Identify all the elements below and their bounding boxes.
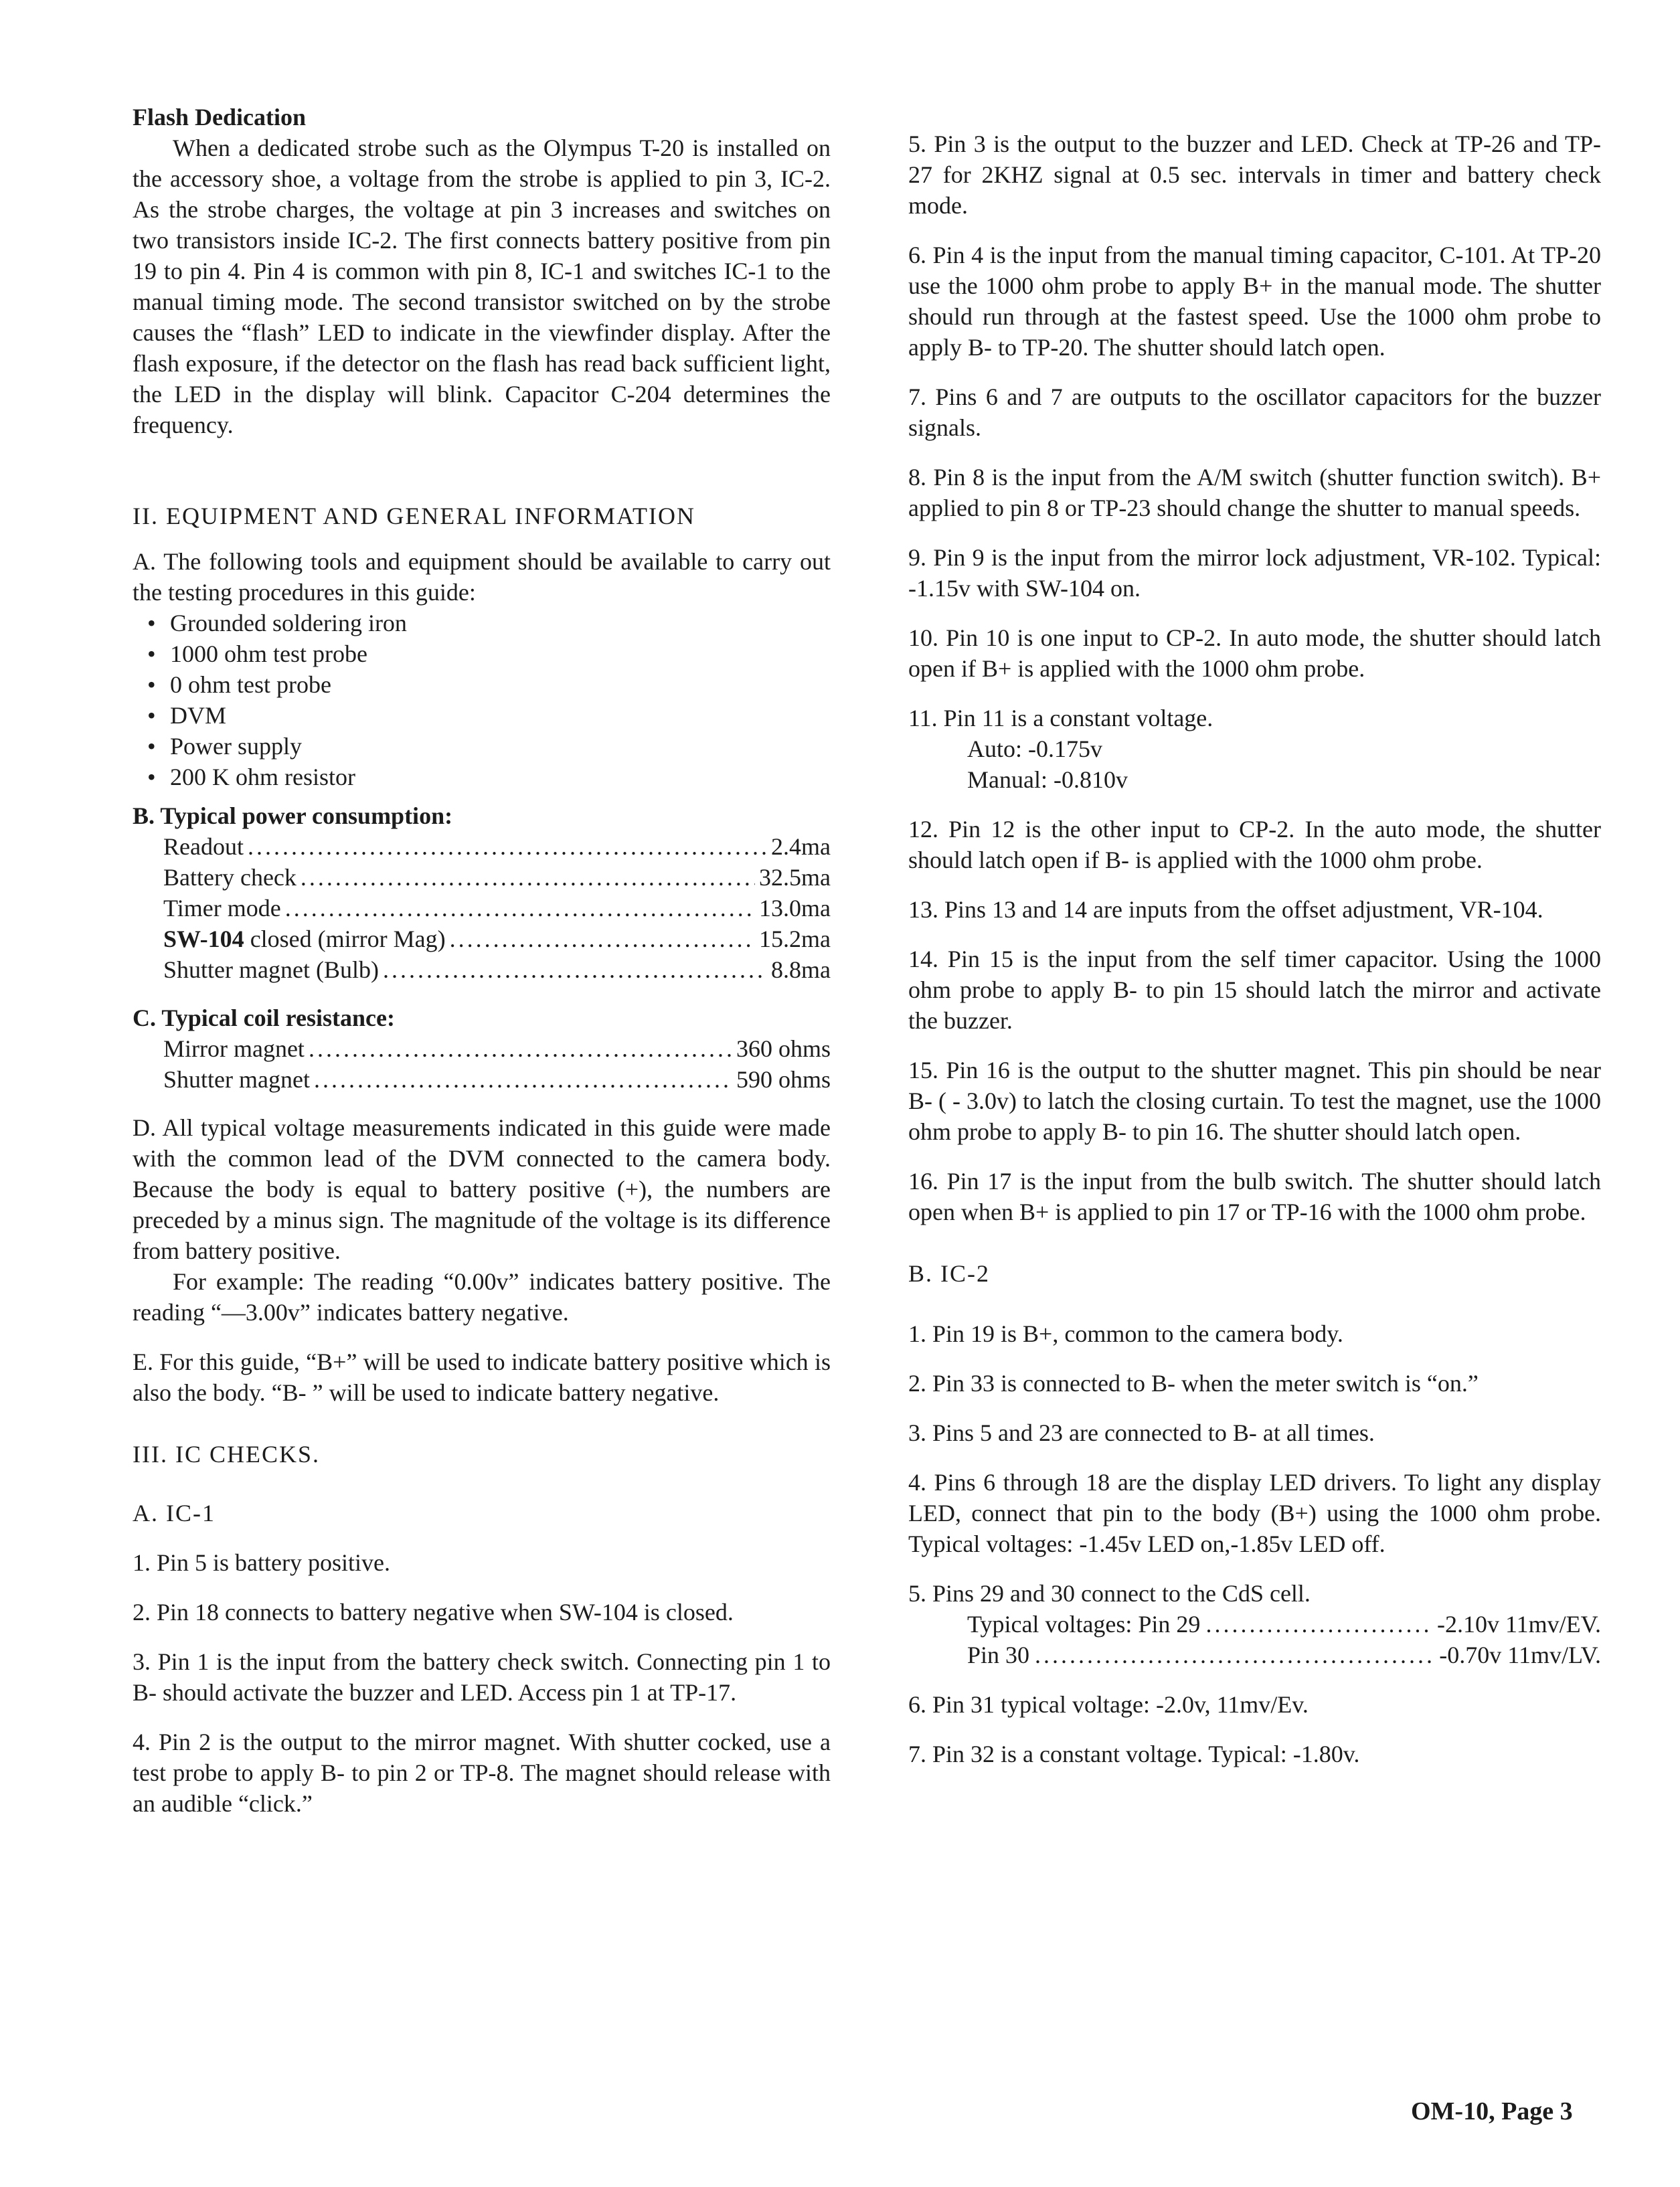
cds-label: Pin 30 <box>967 1642 1030 1668</box>
manual-voltage: Manual: -0.810v <box>967 766 1128 793</box>
coil-row <box>163 1033 831 1064</box>
voltage-example: For example: The reading “0.00v” indicates battery positive. The reading “—3.00v” indicates battery negative. <box>133 1268 831 1326</box>
ic2-item: 4. Pins 6 through 18 are the display LED drivers. To light any display LED, connect that pin to the body (B+) using the 1000 ohm probe. Typical voltages: -1.45v LED on,-1.85v LED off. <box>908 1469 1601 1557</box>
tool-item: • Grounded soldering iron <box>147 608 831 638</box>
cds-voltage-row <box>967 1640 1601 1670</box>
ic1-item: 15. Pin 16 is the output to the shutter magnet. This pin should be near B- ( - 3.0v) to latch the closing curtain. To test the magnet, use the 1000 ohm probe to apply B- to pin 16. The shutter should latch open. <box>908 1057 1601 1145</box>
ic2-item: 2. Pin 33 is connected to B- when the meter switch is “on.” <box>908 1370 1479 1397</box>
power-row <box>163 893 831 924</box>
ic1-item: 5. Pin 3 is the output to the buzzer and LED. Check at TP-26 and TP-27 for 2KHZ signal at 0.5 sec. intervals in timer and battery check mode. <box>908 130 1601 219</box>
left-column <box>133 102 831 1838</box>
ic1-item: 14. Pin 15 is the input from the self timer capacitor. Using the 1000 ohm probe to apply B- to pin 15 should latch the mirror and activate the buzzer. <box>908 946 1601 1034</box>
voltage-note: D. All typical voltage measurements indicated in this guide were made with the common lead of the DVM connected to the camera body. Because the body is equal to battery positive (+), the numbers are preceded by a minus sign. The magnitude of the voltage is its difference from battery positive. <box>133 1114 831 1264</box>
ic1-item: 1. Pin 5 is battery positive. <box>133 1549 390 1576</box>
tool-item: • 0 ohm test probe <box>147 669 831 700</box>
coil-resistance-heading: C. Typical coil resistance: <box>133 1004 395 1031</box>
coil-label: Shutter magnet <box>163 1066 310 1093</box>
equipment-intro: A. The following tools and equipment should be available to carry out the testing procedures in this guide: <box>133 548 831 606</box>
power-value: 32.5ma <box>759 864 831 891</box>
ic1-item: 6. Pin 4 is the input from the manual timing capacitor, C-101. At TP-20 use the 1000 ohm probe to apply B+ in the manual mode. The shutter should run through at the fastest speed. Use the 1000 ohm probe to apply B- to TP-20. The shutter should latch open. <box>908 242 1601 361</box>
ic1-item: 7. Pins 6 and 7 are outputs to the oscillator capacitors for the buzzer signals. <box>908 383 1601 441</box>
auto-voltage: Auto: -0.175v <box>967 735 1102 762</box>
section-3-heading: III. IC CHECKS. <box>133 1441 320 1468</box>
power-row <box>163 831 831 862</box>
coil-value: 590 ohms <box>736 1066 831 1093</box>
power-row <box>163 954 831 985</box>
power-label: Shutter magnet (Bulb) <box>163 956 379 983</box>
page-footer: OM-10, Page 3 <box>1411 2097 1573 2125</box>
coil-label: Mirror magnet <box>163 1035 305 1062</box>
cds-value: -0.70v 11mv/LV. <box>1439 1642 1601 1668</box>
ic2-heading: B. IC-2 <box>908 1260 990 1287</box>
tool-item: • 200 K ohm resistor <box>147 762 831 792</box>
power-value: 8.8ma <box>771 956 831 983</box>
cds-label: Typical voltages: Pin 29 <box>967 1611 1201 1638</box>
tool-item: • Power supply <box>147 731 831 762</box>
ic1-item: 10. Pin 10 is one input to CP-2. In auto mode, the shutter should latch open if B+ is applied with the 1000 ohm probe. <box>908 624 1601 682</box>
ic1-item: 8. Pin 8 is the input from the A/M switch (shutter function switch). B+ applied to pin 8 or TP-23 should change the shutter to manual speeds. <box>908 464 1601 521</box>
power-label: Battery check <box>163 864 297 891</box>
ic1-item-11: 11. Pin 11 is a constant voltage. <box>908 705 1213 731</box>
tools-list <box>133 608 831 792</box>
ic1-item: 13. Pins 13 and 14 are inputs from the offset adjustment, VR-104. <box>908 896 1543 923</box>
ic2-item: 1. Pin 19 is B+, common to the camera body. <box>908 1320 1343 1347</box>
power-row <box>163 924 831 954</box>
cds-voltage-row <box>967 1609 1601 1640</box>
right-column <box>908 128 1601 1788</box>
power-value: 15.2ma <box>759 926 831 952</box>
ic1-item: 3. Pin 1 is the input from the battery check switch. Connecting pin 1 to B- should activate the buzzer and LED. Access pin 1 at TP-17. <box>133 1648 831 1706</box>
ic2-item: 3. Pins 5 and 23 are connected to B- at all times. <box>908 1419 1375 1446</box>
power-value: 13.0ma <box>759 895 831 922</box>
power-label: closed (mirror Mag) <box>244 926 446 952</box>
ic1-item: 16. Pin 17 is the input from the bulb switch. The shutter should latch open when B+ is applied to pin 17 or TP-16 with the 1000 ohm probe. <box>908 1168 1601 1225</box>
ic1-item: 9. Pin 9 is the input from the mirror lock adjustment, VR-102. Typical: -1.15v with SW-104 on. <box>908 544 1601 602</box>
power-consumption-heading: B. Typical power consumption: <box>133 802 453 829</box>
power-label: Timer mode <box>163 895 281 922</box>
sw104-label: SW-104 <box>163 926 244 952</box>
ic2-item: 7. Pin 32 is a constant voltage. Typical: -1.80v. <box>908 1741 1360 1767</box>
ic1-item: 4. Pin 2 is the output to the mirror magnet. With shutter cocked, use a test probe to apply B- to pin 2 or TP-8. The magnet should release with an audible “click.” <box>133 1729 831 1817</box>
power-value: 2.4ma <box>771 833 831 860</box>
notation-note: E. For this guide, “B+” will be used to indicate battery positive which is also the body. “B- ” will be used to indicate battery negative. <box>133 1348 831 1406</box>
ic2-item: 6. Pin 31 typical voltage: -2.0v, 11mv/Ev. <box>908 1691 1309 1718</box>
cds-value: -2.10v 11mv/EV. <box>1436 1611 1601 1638</box>
tool-item: • 1000 ohm test probe <box>147 638 831 669</box>
power-row <box>163 862 831 893</box>
ic2-item-5: 5. Pins 29 and 30 connect to the CdS cell. <box>908 1580 1311 1607</box>
flash-dedication-body: When a dedicated strobe such as the Olympus T-20 is installed on the accessory shoe, a voltage from the strobe is applied to pin 3, IC-2. As the strobe charges, the voltage at pin 3 increases and switches on two transistors inside IC-2. The first connects battery positive from pin 19 to pin 4. Pin 4 is common with pin 8, IC-1 and switches IC-1 to the manual timing mode. The second transistor switched on by the strobe causes the “flash” LED to indicate in the viewfinder display. After the flash exposure, if the detector on the flash has read back sufficient light, the LED in the display will blink. Capacitor C-204 determines the frequency. <box>133 135 831 438</box>
power-label: Readout <box>163 833 244 860</box>
section-2-heading: II. EQUIPMENT AND GENERAL INFORMATION <box>133 503 695 529</box>
coil-row <box>163 1064 831 1095</box>
coil-value: 360 ohms <box>736 1035 831 1062</box>
ic1-item: 12. Pin 12 is the other input to CP-2. In the auto mode, the shutter should latch open if B- is applied with the 1000 ohm probe. <box>908 816 1601 873</box>
flash-dedication-heading: Flash Dedication <box>133 104 307 130</box>
ic1-heading: A. IC-1 <box>133 1500 216 1526</box>
ic1-item: 2. Pin 18 connects to battery negative when SW-104 is closed. <box>133 1599 734 1626</box>
tool-item: • DVM <box>147 700 831 731</box>
